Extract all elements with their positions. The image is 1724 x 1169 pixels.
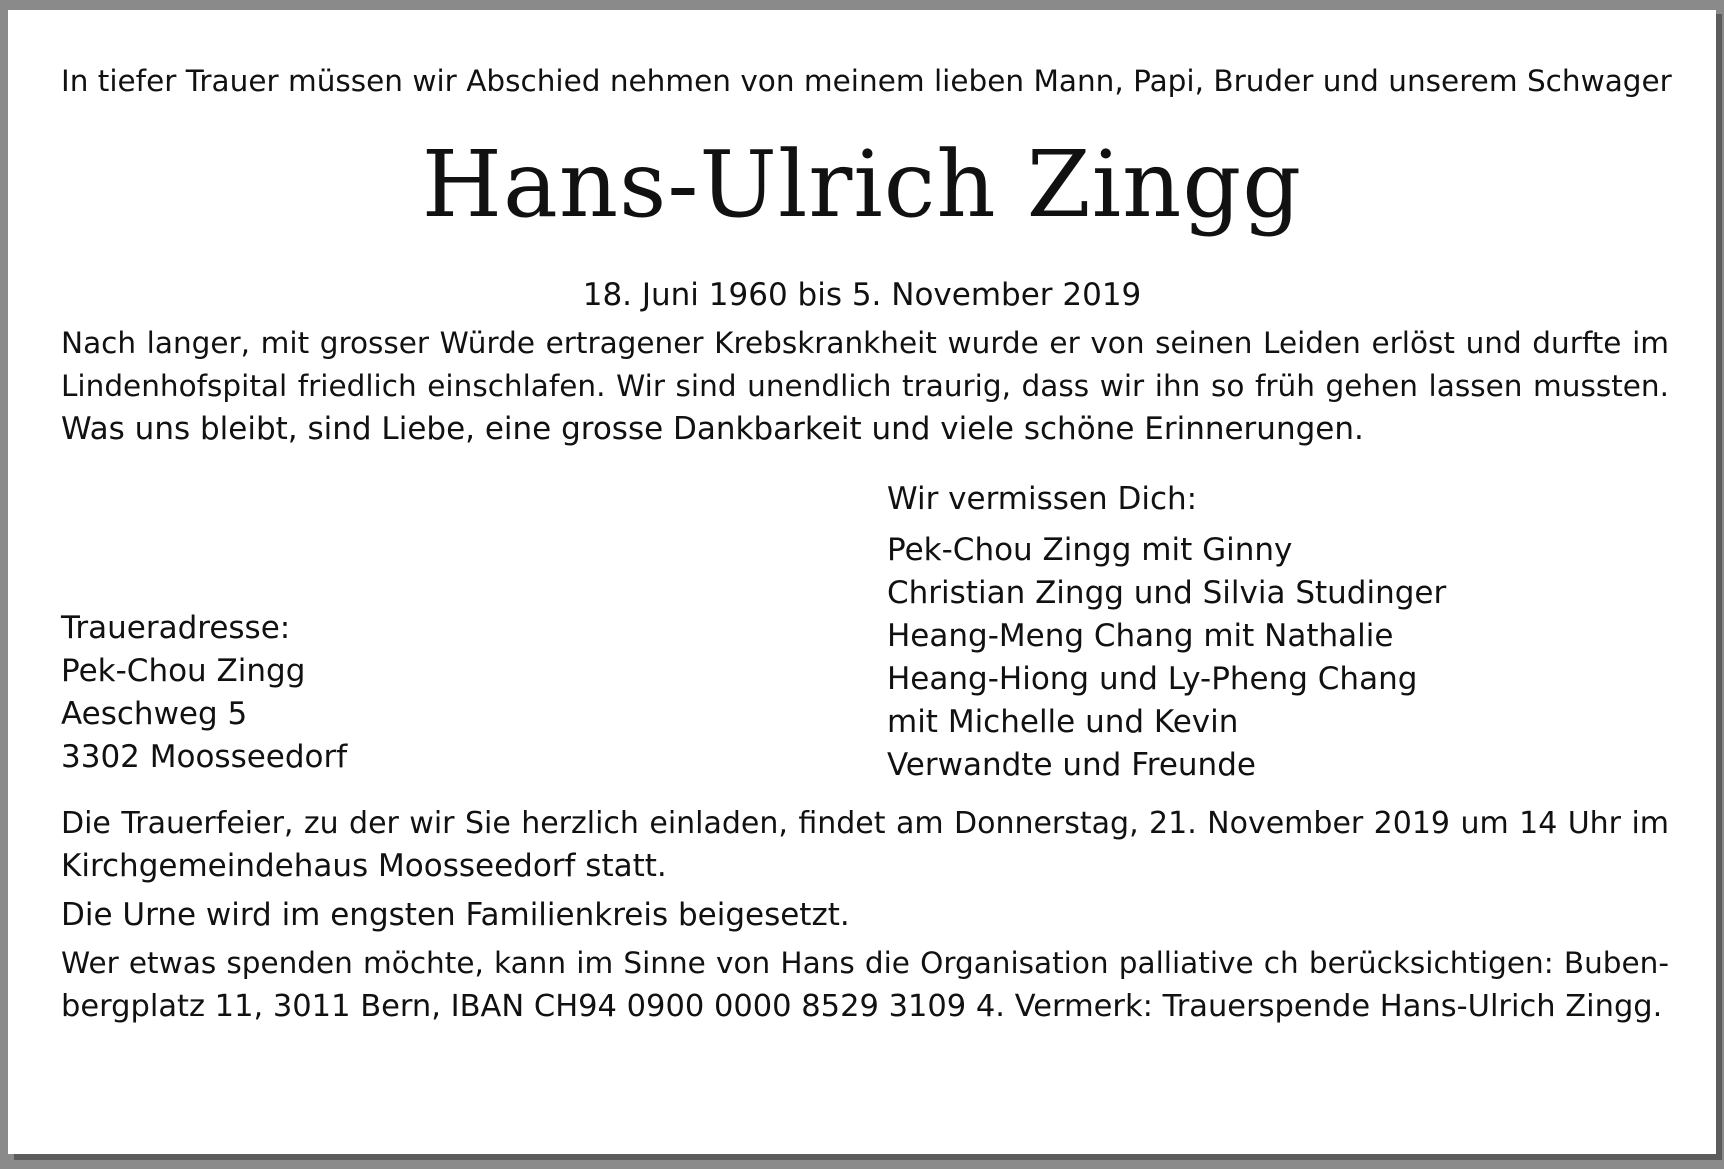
address-line: Aeschweg 5 <box>61 696 248 732</box>
mourner-name: Verwandte und Freunde <box>887 747 1256 783</box>
urn-line: Die Urne wird im engsten Familienkreis beigesetzt. <box>61 897 850 933</box>
obituary-page <box>8 10 1716 1154</box>
donation-line: bergplatz 11, 3011 Bern, IBAN CH94 0900 0000 8529 3109 4. Vermerk: Trauerspende Hans-Ulrich Zingg. <box>61 989 1663 1024</box>
ceremony-line: Kirchgemeindehaus Moosseedorf statt. <box>61 848 667 884</box>
donation-paragraph <box>61 942 1669 1028</box>
ceremony-line: Die Trauerfeier, zu der wir Sie herzlich einladen, findet am Donnerstag, 21. November 2019 um 14 Uhr im <box>61 806 1669 841</box>
donation-line: Wer etwas spenden möchte, kann im Sinne von Hans die Organisation palliative ch berücksichtigen: Buben- <box>61 946 1669 980</box>
life-dates: 18. Juni 1960 bis 5. November 2019 <box>582 277 1142 313</box>
deceased-name: Hans-Ulrich Zingg <box>421 131 1303 238</box>
address-line: 3302 Moosseedorf <box>61 739 348 775</box>
paragraph-line: Nach langer, mit grosser Würde ertragener Krebskrankheit wurde er von seinen Leiden erlöst und durfte im <box>61 326 1669 360</box>
urn-paragraph <box>61 894 1669 937</box>
paragraph-line: Lindenhofspital friedlich einschlafen. Wir sind unendlich traurig, dass wir ihn so früh gehen lassen mussten. <box>61 369 1669 403</box>
mourners-block <box>887 478 1446 787</box>
address-line: Pek-Chou Zingg <box>61 653 306 689</box>
mourners-heading: Wir vermissen Dich: <box>887 481 1198 517</box>
mourner-name: Pek-Chou Zingg mit Ginny <box>887 532 1293 568</box>
mourner-name: mit Michelle und Kevin <box>887 704 1239 740</box>
address-block <box>61 607 347 779</box>
intro-line: In tiefer Trauer müssen wir Abschied nehmen von meinem lieben Mann, Papi, Bruder und unserem Schwager <box>61 64 1672 98</box>
address-heading: Traueradresse: <box>61 610 291 646</box>
mourner-name: Heang-Meng Chang mit Nathalie <box>887 618 1394 654</box>
mourner-name: Christian Zingg und Silvia Studinger <box>887 575 1447 611</box>
paragraph-line: Was uns bleibt, sind Liebe, eine grosse Dankbarkeit und viele schöne Erinnerungen. <box>61 411 1364 447</box>
page-shadow-bottom <box>14 1154 1722 1160</box>
main-paragraph <box>61 322 1669 451</box>
mourner-name: Heang-Hiong und Ly-Pheng Chang <box>887 661 1418 697</box>
page-shadow-right <box>1716 14 1722 1158</box>
ceremony-paragraph <box>61 802 1669 888</box>
